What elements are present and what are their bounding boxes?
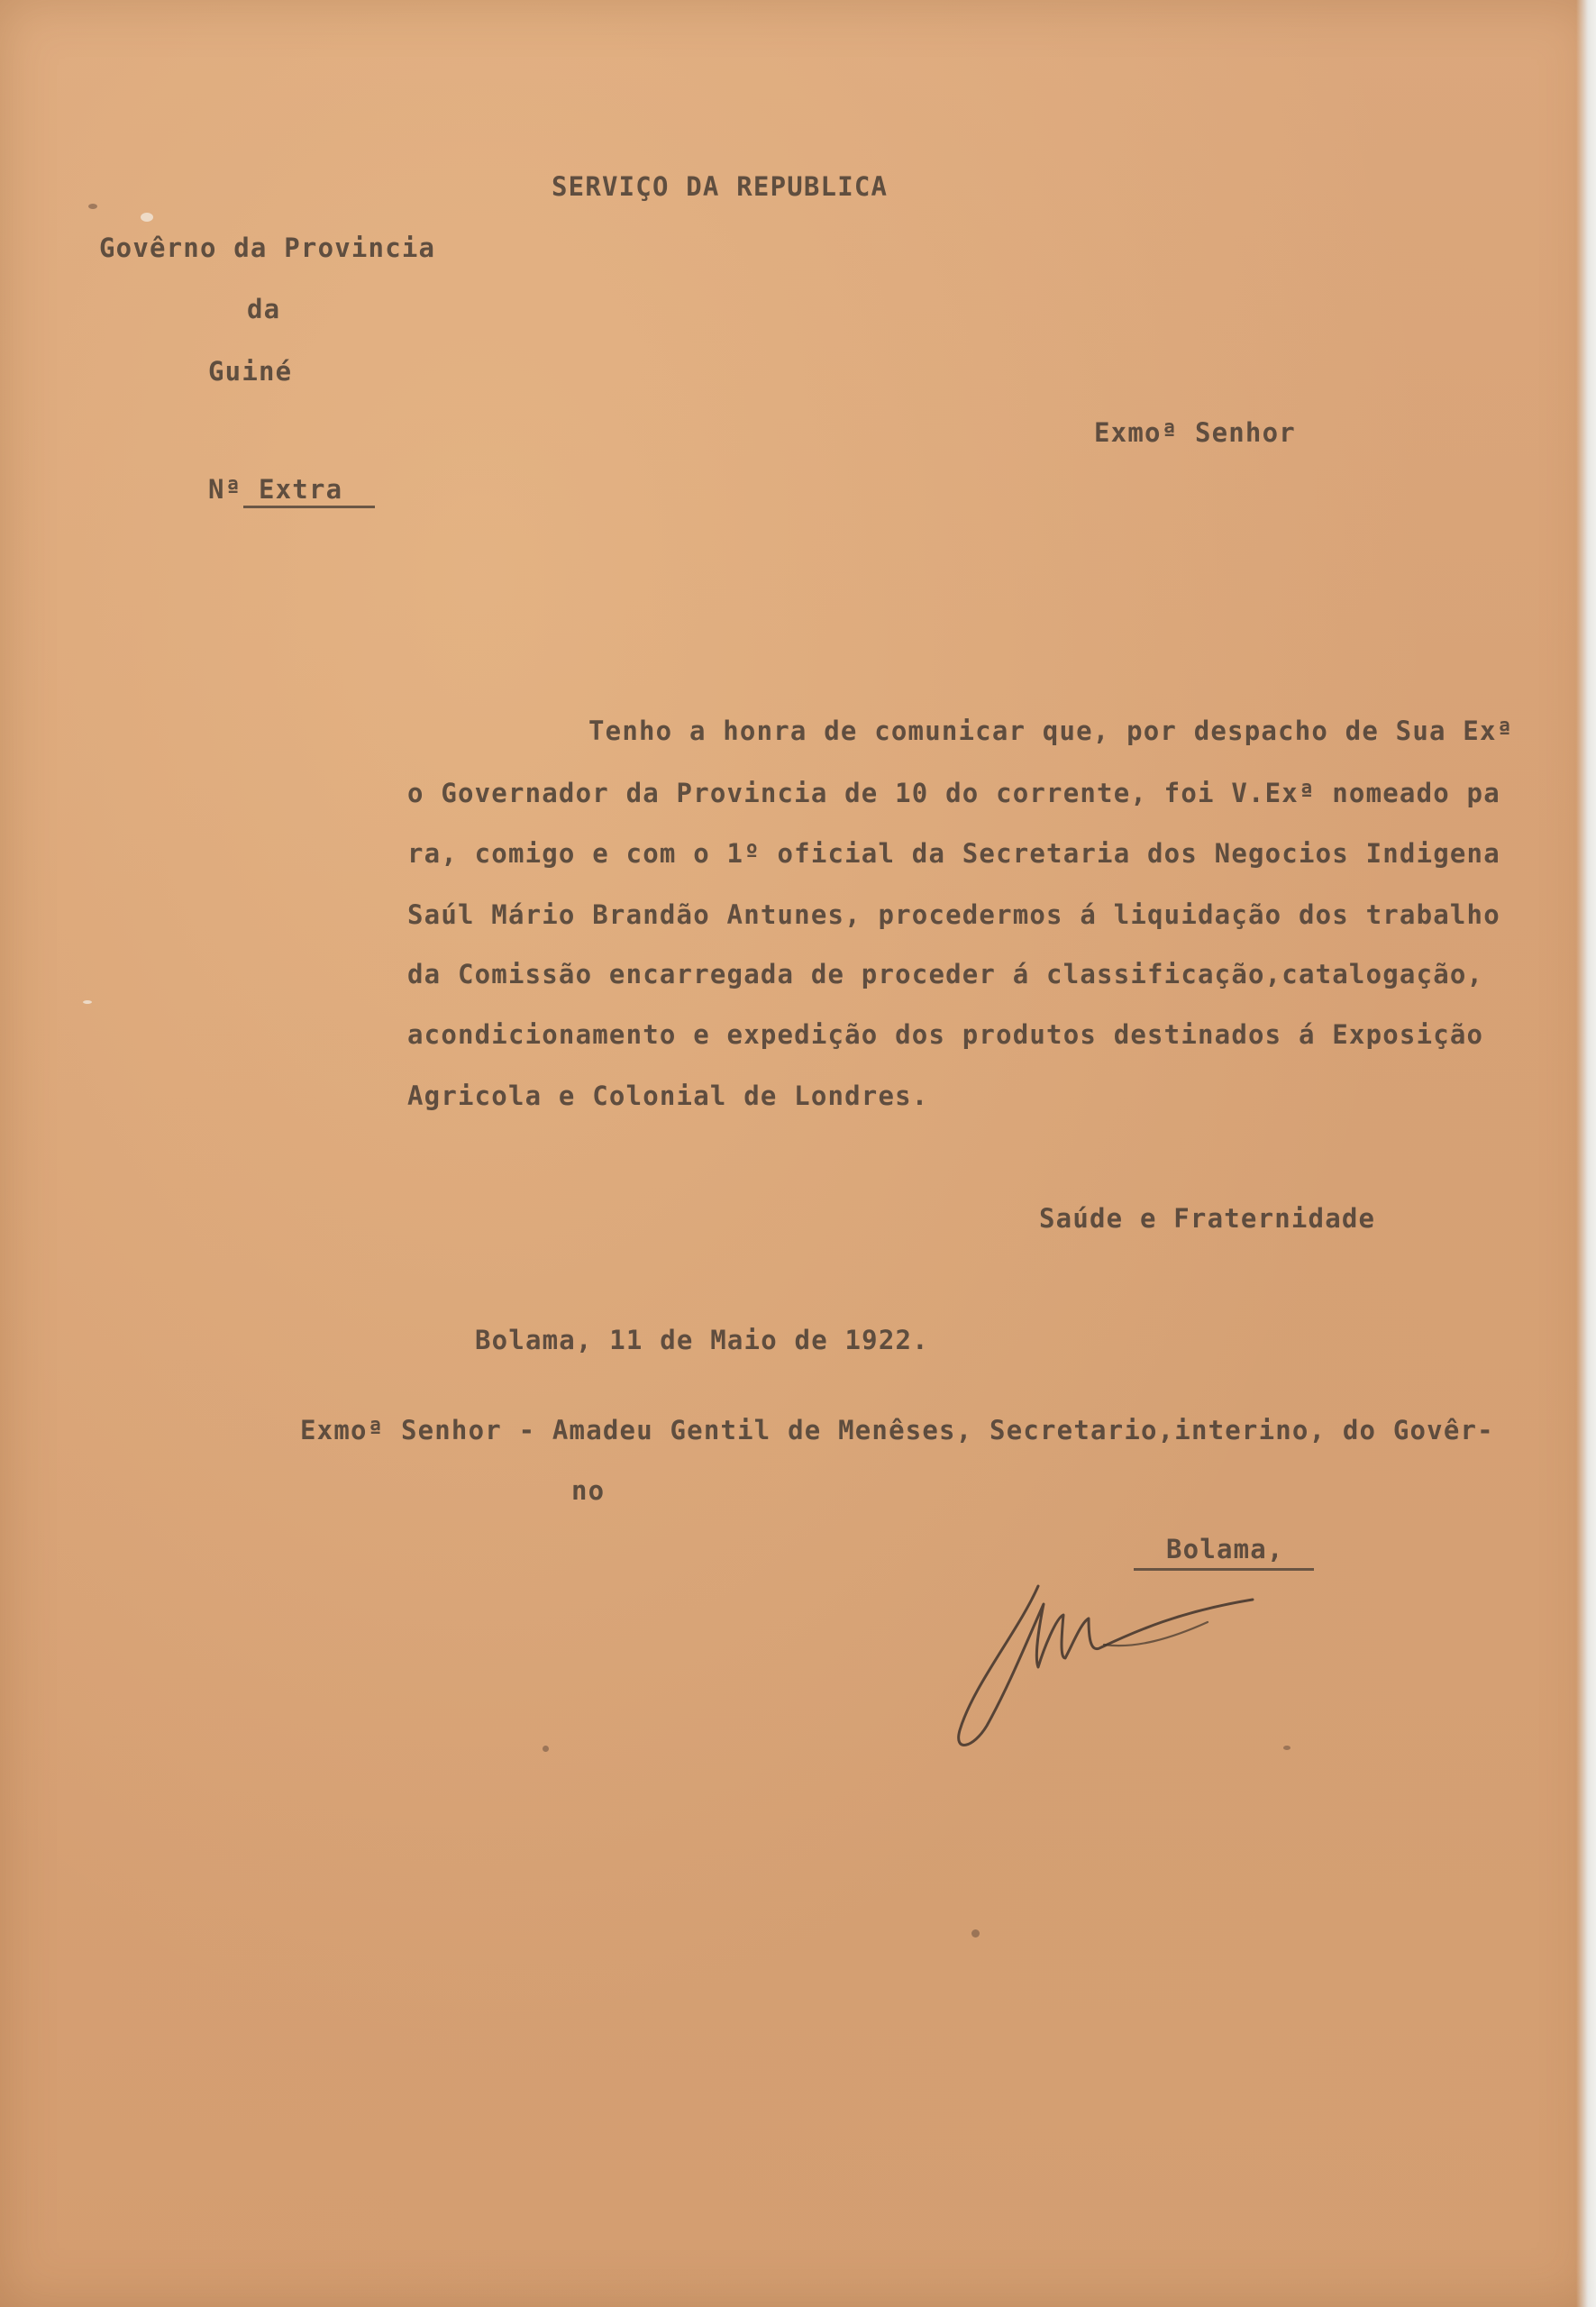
closing: Saúde e Fraternidade <box>1039 1203 1376 1234</box>
body-line: Tenho a honra de comunicar que, por despacho de Sua Exª <box>588 716 1514 746</box>
document-number: Nª Extra <box>208 474 343 505</box>
salutation: Exmoª Senhor <box>1094 417 1296 448</box>
handwritten-signature <box>937 1532 1262 1766</box>
date-line: Bolama, 11 de Maio de 1922. <box>475 1325 929 1355</box>
body-line: da Comissão encarregada de proceder á classificação,catalogação, <box>407 959 1484 989</box>
office-line-2: da <box>247 294 281 324</box>
paper-edge <box>1576 0 1596 2307</box>
addressee-line-1: Exmoª Senhor - Amadeu Gentil de Menêses, Secretario,interino, do Govêr- <box>300 1415 1494 1445</box>
body-line: o Governador da Provincia de 10 do corrente, foi V.Exª nomeado pa <box>407 778 1500 808</box>
letterhead-title: SERVIÇO DA REPUBLICA <box>552 171 889 202</box>
number-underline <box>243 506 375 508</box>
office-line-3: Guiné <box>208 356 293 387</box>
body-line: acondicionamento e expedição dos produtos destinados á Exposição <box>407 1019 1484 1050</box>
office-line-1: Govêrno da Provincia <box>99 233 436 263</box>
body-line: Agricola e Colonial de Londres. <box>407 1081 929 1111</box>
body-line: Saúl Mário Brandão Antunes, procedermos á liquidação dos trabalho <box>407 899 1500 930</box>
paper-speck <box>141 213 153 222</box>
paper-speck <box>83 1000 92 1004</box>
addressee-line-2: no <box>571 1475 606 1506</box>
body-line: ra, comigo e com o 1º oficial da Secretaria dos Negocios Indigena <box>407 838 1500 869</box>
paper-speck <box>971 1929 980 1938</box>
place: Bolama, <box>1166 1534 1284 1564</box>
paper-speck <box>88 204 97 209</box>
paper-speck <box>543 1746 549 1752</box>
paper-speck <box>1283 1746 1290 1750</box>
